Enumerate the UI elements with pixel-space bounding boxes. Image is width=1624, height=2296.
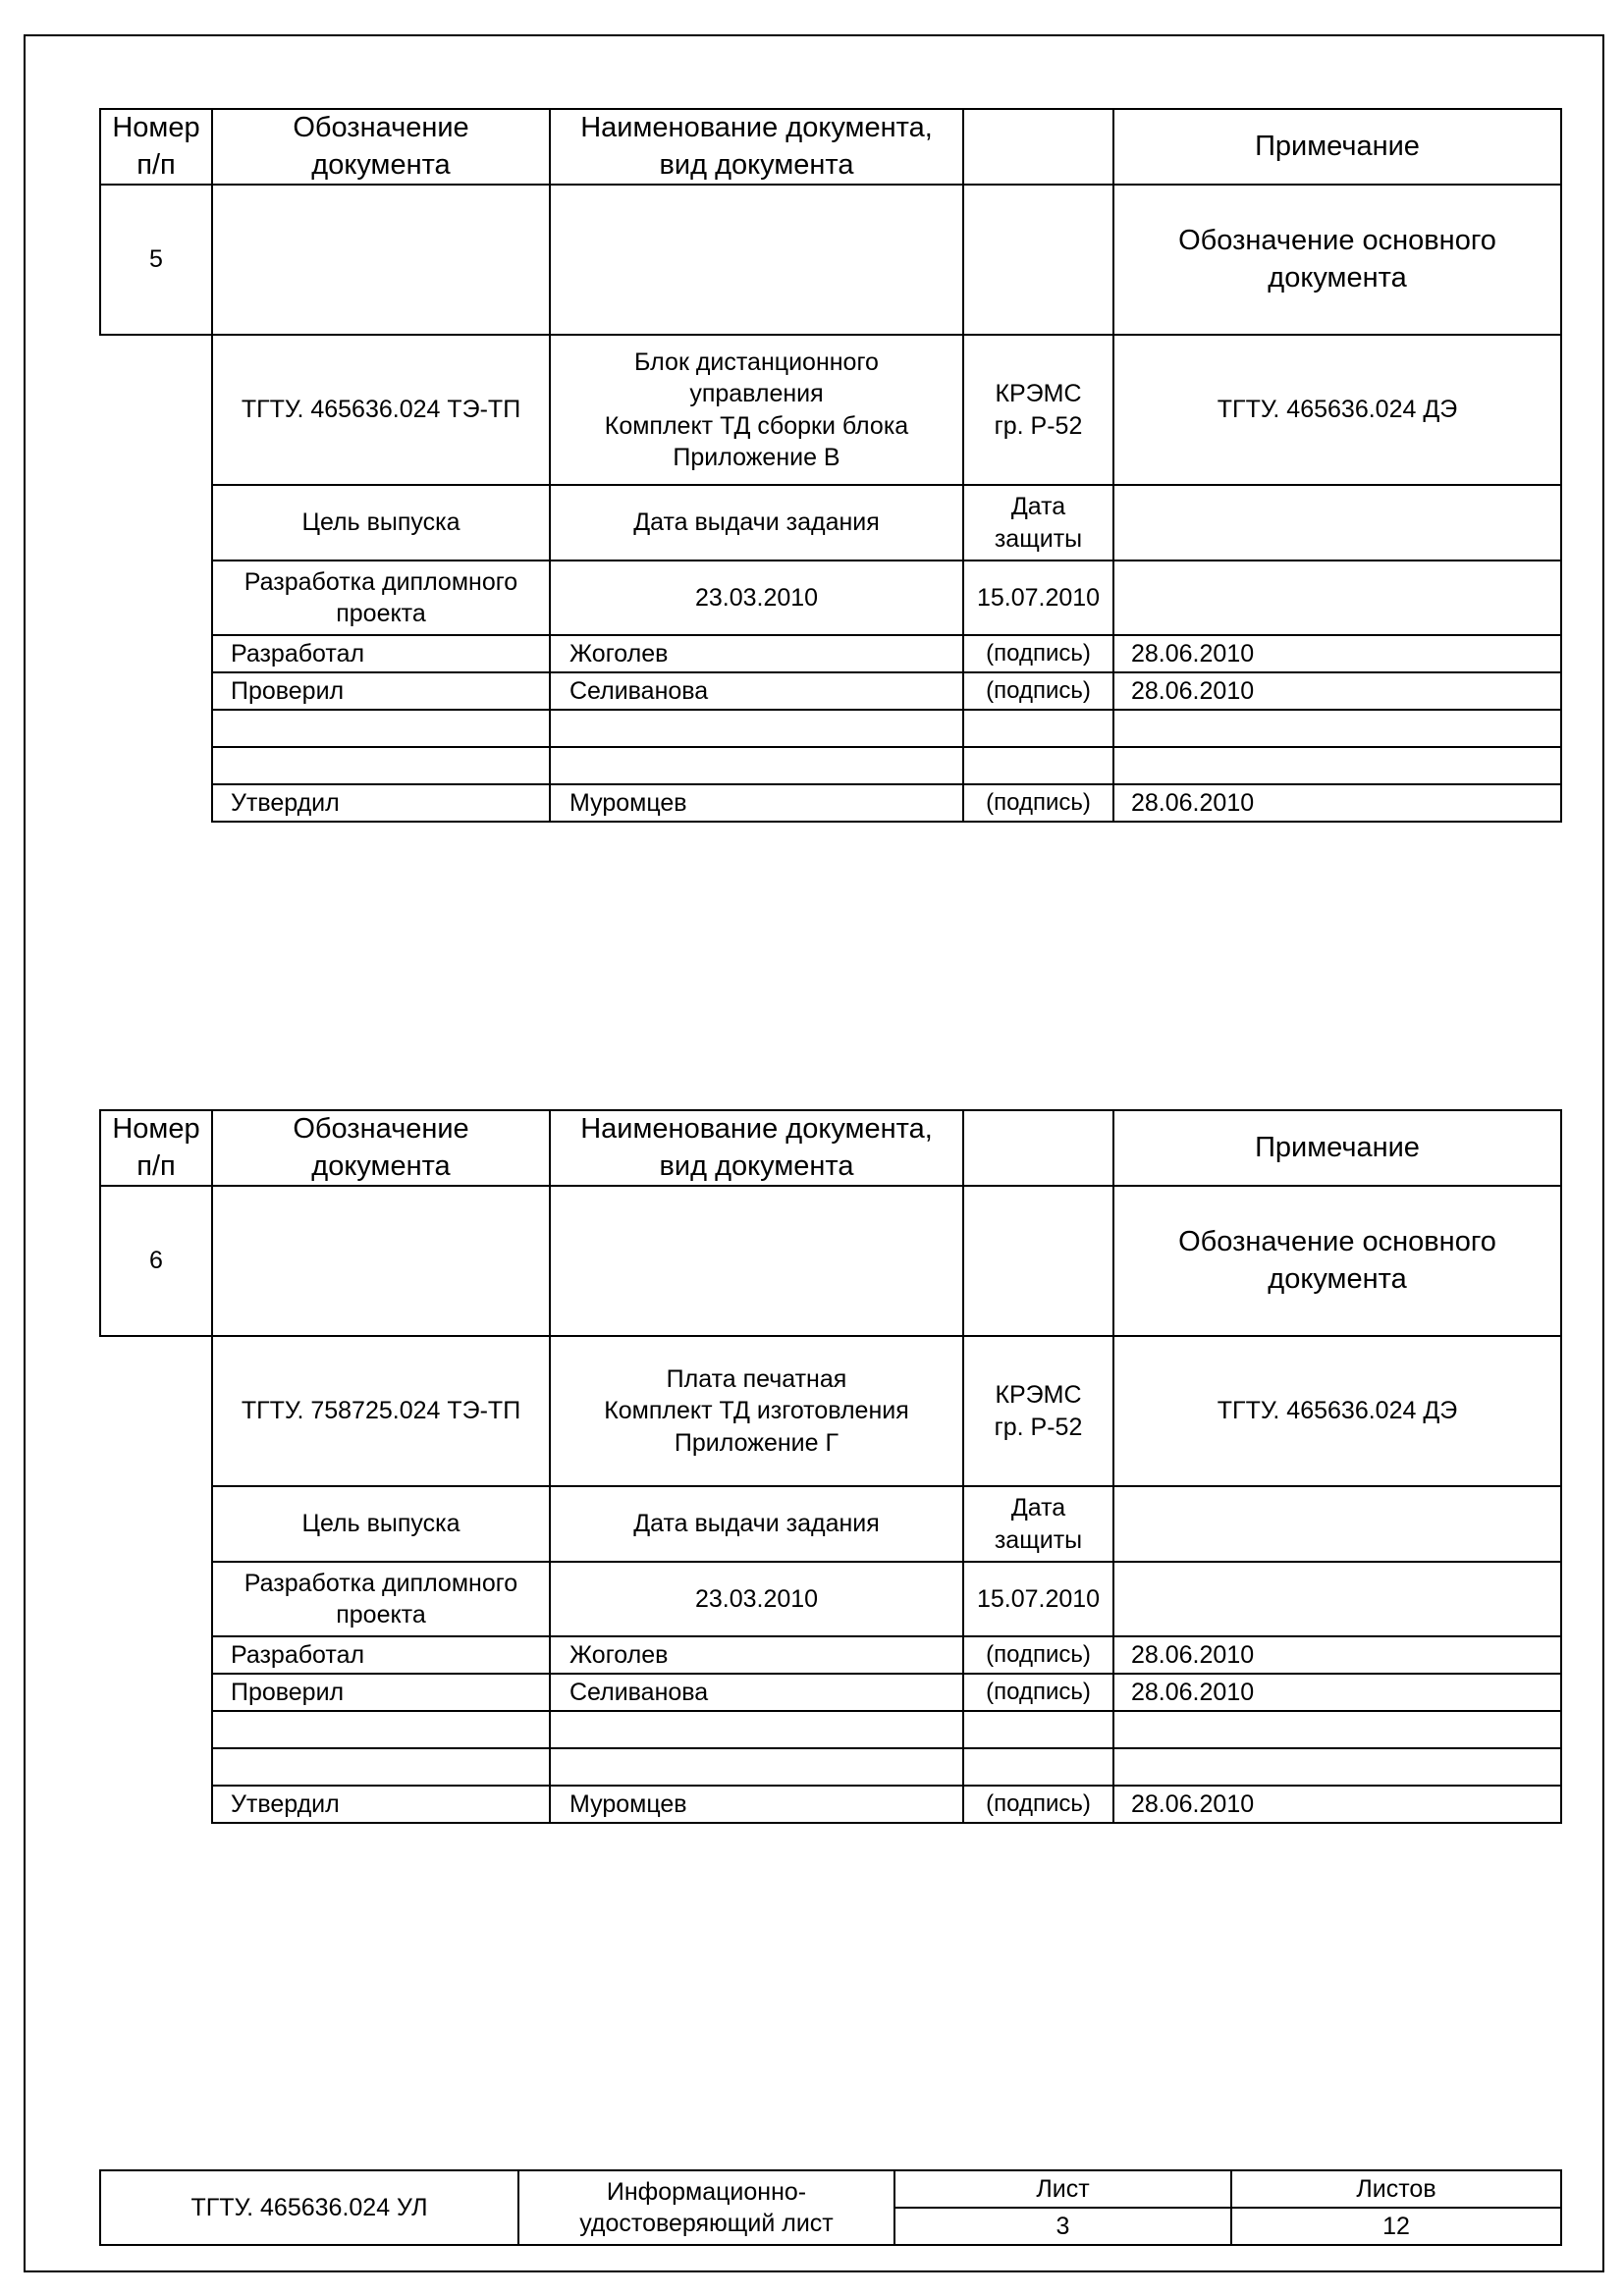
header-number: Номер п/п	[112, 111, 200, 181]
header-designation: Обозначение документа	[293, 111, 469, 181]
entry-number: 6	[149, 1247, 163, 1275]
purpose-label: Цель выпуска	[301, 1510, 460, 1538]
header-document-name: Наименование документа, вид документа	[580, 111, 933, 181]
signature-role: Разработал	[231, 639, 365, 667]
signature-date: 28.06.2010	[1131, 1678, 1255, 1706]
signature-name: Муромцев	[569, 788, 687, 817]
sheet-number: 3	[1056, 2212, 1070, 2240]
sheets-label: Листов	[1356, 2174, 1436, 2203]
entry-defense-date: 15.07.2010	[976, 1584, 1101, 1613]
header-number: Номер п/п	[112, 1112, 200, 1182]
issue-date-label: Дата выдачи задания	[633, 508, 880, 537]
defense-date-label: Дата защиты	[994, 1494, 1083, 1554]
entry-organization: КРЭМС гр. Р-52	[994, 1381, 1083, 1441]
signature-date: 28.06.2010	[1131, 1640, 1255, 1669]
signature-mark: (подпись)	[986, 789, 1091, 817]
signature-mark: (подпись)	[986, 1790, 1091, 1818]
header-note: Примечание	[1255, 130, 1420, 162]
entry-purpose: Разработка дипломного проекта	[244, 1569, 518, 1629]
main-document-label: Обозначение основного документа	[1178, 224, 1496, 294]
entry-main-document: ТГТУ. 465636.024 ДЭ	[1217, 396, 1458, 424]
document-code: ТГТУ. 465636.024 УЛ	[190, 2193, 428, 2221]
document-title: Информационно- удостоверяющий лист	[579, 2177, 834, 2237]
signature-mark: (подпись)	[986, 640, 1091, 667]
entry-organization: КРЭМС гр. Р-52	[994, 380, 1083, 440]
signature-date: 28.06.2010	[1131, 639, 1255, 667]
signature-mark: (подпись)	[986, 1679, 1091, 1706]
main-document-label: Обозначение основного документа	[1178, 1225, 1496, 1295]
entry-document-name: Плата печатная Комплект ТД изготовления Приложение Г	[604, 1364, 909, 1457]
signature-mark: (подпись)	[986, 677, 1091, 705]
purpose-label: Цель выпуска	[301, 508, 460, 537]
issue-date-label: Дата выдачи задания	[633, 1510, 880, 1538]
defense-date-label: Дата защиты	[994, 493, 1083, 553]
entry-designation: ТГТУ. 465636.024 ТЭ-ТП	[241, 396, 521, 424]
entry-main-document: ТГТУ. 465636.024 ДЭ	[1217, 1397, 1458, 1425]
signature-role: Разработал	[231, 1640, 365, 1669]
entry-designation: ТГТУ. 758725.024 ТЭ-ТП	[241, 1397, 521, 1425]
entry-purpose: Разработка дипломного проекта	[244, 567, 518, 627]
entry-number: 5	[149, 245, 163, 274]
header-document-name: Наименование документа, вид документа	[580, 1112, 933, 1182]
signature-name: Селиванова	[569, 1678, 709, 1706]
signature-name: Жоголев	[569, 639, 669, 667]
signature-mark: (подпись)	[986, 1641, 1091, 1669]
entry-issue-date: 23.03.2010	[694, 1584, 819, 1613]
signature-role: Утвердил	[231, 788, 340, 817]
signature-name: Селиванова	[569, 676, 709, 705]
sheets-total: 12	[1382, 2212, 1410, 2240]
entry-defense-date: 15.07.2010	[976, 583, 1101, 612]
signature-date: 28.06.2010	[1131, 788, 1255, 817]
signature-role: Проверил	[231, 1678, 345, 1706]
entry-document-name: Блок дистанционного управления Комплект ТД сборки блока Приложение В	[604, 347, 909, 471]
signature-date: 28.06.2010	[1131, 676, 1255, 705]
header-note: Примечание	[1255, 1131, 1420, 1163]
signature-role: Утвердил	[231, 1789, 340, 1818]
signature-name: Жоголев	[569, 1640, 669, 1669]
entry-issue-date: 23.03.2010	[694, 583, 819, 612]
signature-name: Муромцев	[569, 1789, 687, 1818]
signature-date: 28.06.2010	[1131, 1789, 1255, 1818]
sheet-label: Лист	[1036, 2174, 1090, 2203]
signature-role: Проверил	[231, 676, 345, 705]
header-designation: Обозначение документа	[293, 1112, 469, 1182]
